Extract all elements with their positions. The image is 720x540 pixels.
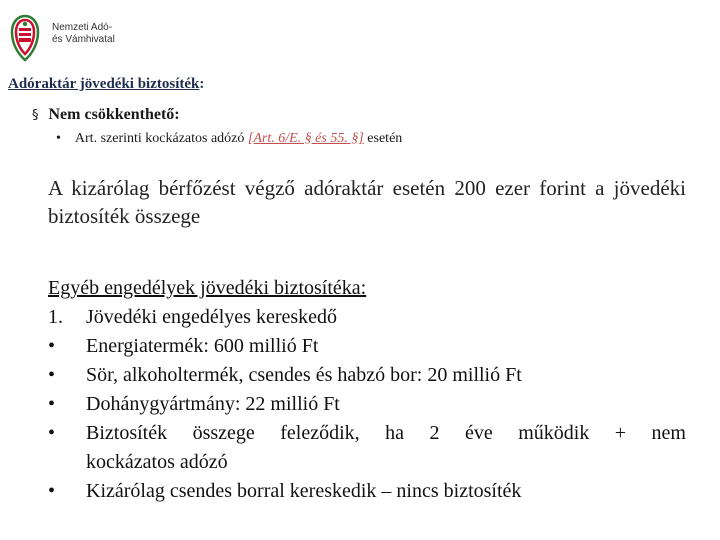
list-item-continuation: kockázatos adózó <box>86 451 228 473</box>
level2-text-before: Art. szerinti kockázatos adózó <box>74 131 245 146</box>
level2-text-after: esetén <box>367 131 403 146</box>
section-title: Egyéb engedélyek jövedéki biztosítéka: <box>48 277 367 299</box>
logo-text <box>52 22 115 46</box>
list-item-text: Dohánygyártmány: 22 millió Ft <box>86 393 340 415</box>
list-item-text: Jövedéki engedélyes kereskedő <box>86 306 338 328</box>
list-item-text: Sör, alkoholtermék, csendes és habzó bor: 20 millió Ft <box>86 364 522 386</box>
list-item <box>48 361 686 390</box>
level1-bullet-item <box>32 106 180 124</box>
section-sign-bullet: § <box>32 107 39 123</box>
list-marker: • <box>48 335 56 357</box>
info-paragraph: A kizárólag bérfőzést végző adóraktár esetén 200 ezer forint a jövedéki biztosíték összege <box>48 176 686 228</box>
list-item-text: Biztosíték összege feleződik, ha 2 éve működik + nem <box>86 422 686 444</box>
header-title: Adóraktár jövedéki biztosíték <box>8 76 200 92</box>
header-colon: : <box>199 76 205 92</box>
list-item-text: Energiatermék: 600 millió Ft <box>86 335 319 357</box>
level2-bullet-item <box>56 131 402 147</box>
list-item <box>48 477 686 506</box>
logo-line-2: és Vámhivatal <box>52 34 115 45</box>
list-marker: • <box>48 422 56 444</box>
slide-header <box>8 76 204 93</box>
list-item <box>48 419 686 448</box>
list-marker: 1. <box>48 306 63 328</box>
logo-line-1: Nemzeti Adó- <box>52 22 113 33</box>
list-item <box>48 303 686 332</box>
list-item-text: Kizárólag csendes borral kereskedik – nincs biztosíték <box>86 480 522 502</box>
list-marker: • <box>48 480 56 502</box>
nav-logo <box>8 6 128 68</box>
list-marker: • <box>48 364 56 386</box>
law-reference-link[interactable]: [Art. 6/E. § és 55. §] <box>247 131 364 146</box>
level1-text: Nem csökkenthető: <box>48 106 180 123</box>
list-item <box>48 390 686 419</box>
other-licenses-section <box>48 274 686 506</box>
bullet-dot: • <box>56 131 61 146</box>
list-marker: • <box>48 393 56 415</box>
coat-of-arms-icon <box>8 14 42 62</box>
list-item <box>48 332 686 361</box>
